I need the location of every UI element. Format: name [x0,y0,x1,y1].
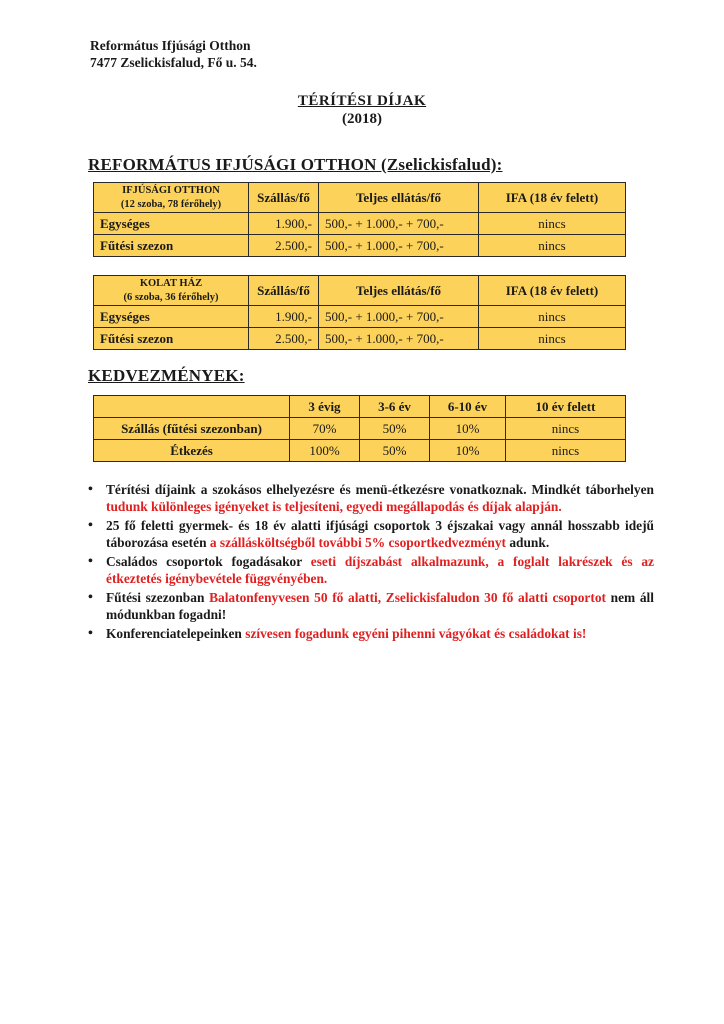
note-text: Konferenciatelepeinken [106,626,246,641]
table-row [94,306,626,328]
discount-value: nincs [506,418,626,440]
col-header-lodging: Szállás/fő [249,276,319,306]
org-header [90,37,257,71]
building-capacity: (6 szoba, 36 férőhely) [123,291,219,303]
ifa-value: nincs [479,328,626,350]
note-highlight: Balatonfenyvesen 50 fő alatti, Zselickisfaludon 30 fő alatti csoportot [209,590,606,605]
building-name: KOLAT HÁZ [139,277,203,289]
building-cell [94,183,249,213]
building-cell [94,276,249,306]
row-label: Szállás (fűtési szezonban) [94,418,290,440]
lodging-price: 1.900,- [249,213,319,235]
note-text: adunk. [505,534,550,550]
list-item [88,590,654,623]
discount-value: 100% [290,440,360,462]
table-row [94,235,626,257]
ifa-value: nincs [479,213,626,235]
ifa-value: nincs [479,235,626,257]
table-row [94,213,626,235]
title-year: (2018) [342,111,382,127]
list-item [88,626,654,643]
discount-value: 10% [430,440,506,462]
list-item [88,518,654,551]
table-row [94,183,626,213]
discount-value: 70% [290,418,360,440]
note-highlight: tudunk különleges igényeket is teljesíteni, egyedi megállapodás és díjak alapján. [106,498,562,514]
title-main: TÉRÍTÉSI DÍJAK [297,93,427,109]
list-item [88,482,654,515]
discount-value: 50% [360,418,430,440]
list-item [88,554,654,587]
table-row [94,440,626,462]
discount-table [93,395,626,462]
building-name: IFJÚSÁGI OTTHON [122,184,220,196]
note-highlight: eseti díjszabást alkalmazunk, a foglalt lakrészek és az étkeztetés igénybevétele függvényében. [106,554,654,586]
notes-list [88,482,654,646]
section-heading-discounts: KEDVEZMÉNYEK: [88,366,245,385]
col-header-age: 10 év felett [506,396,626,418]
note-text: Családos csoportok fogadásakor [106,554,311,569]
note-highlight: a szállásköltségből további 5% csoportkedvezményt [209,534,506,550]
full-board-price: 500,- + 1.000,- + 700,- [319,306,479,328]
col-header-age: 6-10 év [430,396,506,418]
price-table-kolat-haz [93,275,626,350]
lodging-price: 2.500,- [249,328,319,350]
row-label: Fűtési szezon [94,235,249,257]
lodging-price: 2.500,- [249,235,319,257]
note-highlight: szívesen fogadunk egyéni pihenni vágyókat és családokat is! [245,626,587,641]
col-header-age: 3-6 év [360,396,430,418]
corner-cell [94,396,290,418]
table-row [94,328,626,350]
note-text: Térítési díjaink a szokásos elhelyezésre és menü-étkezésre vonatkoznak. Mindkét táborhelyen [106,482,654,497]
table-row [94,276,626,306]
full-board-price: 500,- + 1.000,- + 700,- [319,235,479,257]
price-table-ifjusagi-otthon [93,182,626,257]
ifa-value: nincs [479,306,626,328]
section-heading-prices: REFORMÁTUS IFJÚSÁGI OTTHON (Zselickisfalud): [88,155,503,174]
org-address: 7477 Zselickisfalud, Fő u. 54. [90,55,257,70]
full-board-price: 500,- + 1.000,- + 700,- [319,213,479,235]
full-board-price: 500,- + 1.000,- + 700,- [319,328,479,350]
col-header-ifa: IFA (18 év felett) [479,276,626,306]
row-label: Egységes [94,213,249,235]
table-row [94,418,626,440]
table-row [94,396,626,418]
note-text: 25 fő feletti gyermek- és 18 év alatti ifjúsági csoportok 3 éjszakai vagy annál hosszabb idejű táborozása esetén [106,518,654,550]
row-label: Étkezés [94,440,290,462]
col-header-full-board: Teljes ellátás/fő [319,183,479,213]
col-header-lodging: Szállás/fő [249,183,319,213]
building-capacity: (12 szoba, 78 férőhely) [120,198,222,210]
col-header-ifa: IFA (18 év felett) [479,183,626,213]
note-text: nem áll módunkban fogadni! [106,590,654,622]
document-title [0,92,724,128]
discount-value: 50% [360,440,430,462]
row-label: Egységes [94,306,249,328]
org-name: Református Ifjúsági Otthon [90,38,251,53]
col-header-age: 3 évig [290,396,360,418]
row-label: Fűtési szezon [94,328,249,350]
discount-value: 10% [430,418,506,440]
discount-value: nincs [506,440,626,462]
lodging-price: 1.900,- [249,306,319,328]
col-header-full-board: Teljes ellátás/fő [319,276,479,306]
note-text: Fűtési szezonban [106,590,210,605]
